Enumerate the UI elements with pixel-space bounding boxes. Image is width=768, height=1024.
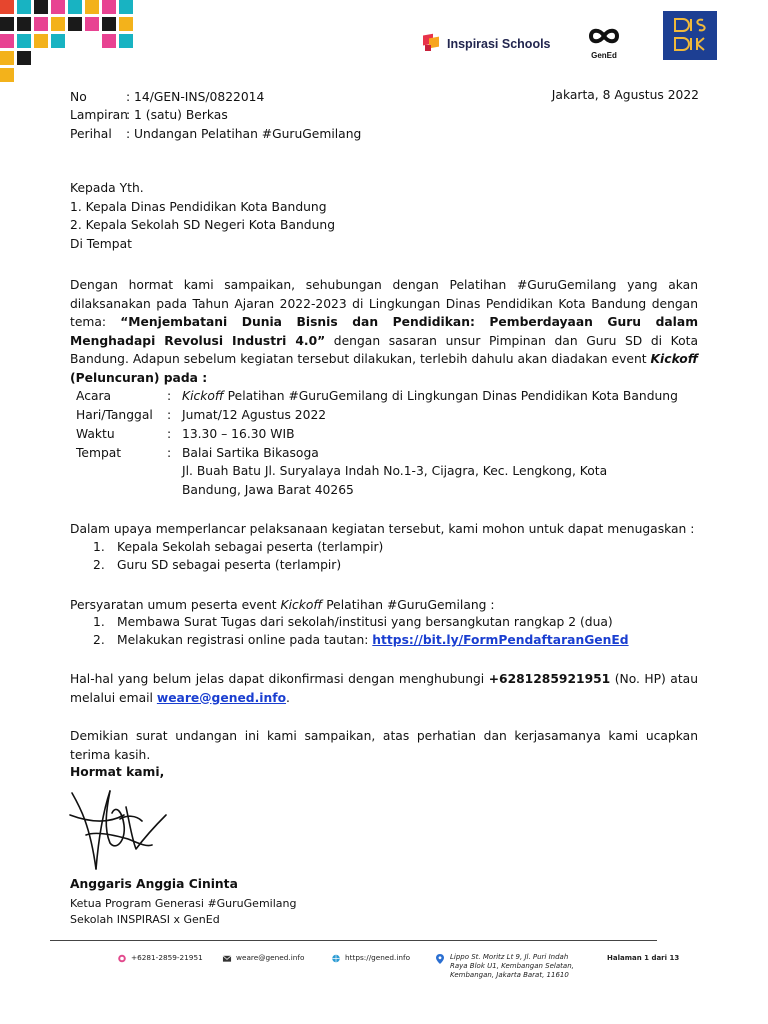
contact-paragraph: Hal-hal yang belum jelas dapat dikonfirmasi dengan menghubungi +6281285921951 (No. HP) atau melalui email weare@gened.info. xyxy=(70,672,698,705)
event-theme: “Menjembatani Dunia Bisnis dan Pendidikan: Pemberdayaan Guru dalam Menghadapi Revolusi Industri 4.0” xyxy=(70,315,699,348)
assignment-paragraph: Dalam upaya memperlancar pelaksanaan kegiatan tersebut, kami mohon untuk dapat menugaskan : xyxy=(70,522,695,536)
list-item: 1. Kepala Sekolah sebagai peserta (terlampir) xyxy=(93,540,384,554)
footer-website: https://gened.info xyxy=(331,953,410,963)
location-pin-icon xyxy=(436,954,444,964)
signer-title: Ketua Program Generasi #GuruGemilang xyxy=(70,897,297,910)
decorative-tile-pattern xyxy=(0,0,140,85)
handwritten-signature xyxy=(66,785,171,873)
signer-organization: Sekolah INSPIRASI x GenEd xyxy=(70,913,220,926)
globe-icon xyxy=(331,954,341,963)
inspirasi-schools-logo xyxy=(420,33,551,55)
infinity-icon xyxy=(587,26,621,46)
mail-icon xyxy=(222,954,232,963)
disdik-logo xyxy=(663,11,717,60)
closing-greeting: Hormat kami, xyxy=(70,765,165,779)
opening-paragraph: Dengan hormat kami sampaikan, sehubungan dengan Pelatihan #GuruGemilang yang akan dilaksanakan pada Tahun Ajaran 2022-2023 di Lingkungan Dinas Pendidikan Kota Bandung dengan tema: “Menjembatani Dunia Bisnis dan Pendidikan: Pemberdayaan Guru dalam Menghadapi Revolusi Industri 4.0” dengan sasaran unsur Pimpinan dan Guru SD di Kota Bandung. Adapun sebelum kegiatan tersebut dilakukan, terlebih dahulu akan diadakan event Kickoff (Peluncuran) pada : xyxy=(70,278,699,385)
footer-phone: +6281-2859-21951 xyxy=(117,953,203,963)
whatsapp-icon xyxy=(117,954,127,963)
recipient-intro: Kepada Yth. xyxy=(70,181,144,195)
letter-attachment: Lampiran: 1 (satu) Berkas xyxy=(70,108,228,122)
signer-name: Anggaris Anggia Cininta xyxy=(70,877,238,891)
list-item: 1. Membawa Surat Tugas dari sekolah/institusi yang bersangkutan rangkap 2 (dua) xyxy=(93,615,613,629)
inspirasi-logo-icon xyxy=(420,33,442,55)
letter-number: No : 14/GEN-INS/0822014 xyxy=(70,90,265,104)
place-date: Jakarta, 8 Agustus 2022 xyxy=(551,88,699,102)
footer-divider xyxy=(50,940,657,941)
gened-logo xyxy=(584,26,624,60)
footer-address: Lippo St. Moritz Lt 9, Jl. Puri Indah Raya Blok U1, Kembangan Selatan, Kembangan, Jakarta Barat, 11610 xyxy=(450,953,574,979)
recipient-place: Di Tempat xyxy=(70,237,132,251)
registration-link[interactable]: https://bit.ly/FormPendaftaranGenEd xyxy=(372,633,629,647)
recipient-1: 1. Kepala Dinas Pendidikan Kota Bandung xyxy=(70,200,327,214)
letter-subject: Perihal : Undangan Pelatihan #GuruGemilang xyxy=(70,127,362,141)
footer-email: weare@gened.info xyxy=(222,953,304,963)
list-item: 2. Guru SD sebagai peserta (terlampir) xyxy=(93,558,342,572)
disdik-emblem-icon xyxy=(663,11,717,60)
list-item: 2. Melakukan registrasi online pada tautan: https://bit.ly/FormPendaftaranGenEd xyxy=(93,633,629,647)
recipient-2: 2. Kepala Sekolah SD Negeri Kota Bandung xyxy=(70,218,335,232)
gened-wordmark: GenEd xyxy=(591,51,617,60)
email-link[interactable]: weare@gened.info xyxy=(156,690,287,705)
contact-phone: +6281285921951 xyxy=(488,672,611,686)
inspirasi-schools-wordmark: Inspirasi Schools xyxy=(447,37,551,51)
requirements-paragraph: Persyaratan umum peserta event Kickoff Pelatihan #GuruGemilang : xyxy=(70,598,495,612)
closing-paragraph: Demikian surat undangan ini kami sampaikan, atas perhatian dan kerjasamanya kami ucapkan terima kasih. xyxy=(70,729,698,762)
page-number: Halaman 1 dari 13 xyxy=(607,954,680,962)
